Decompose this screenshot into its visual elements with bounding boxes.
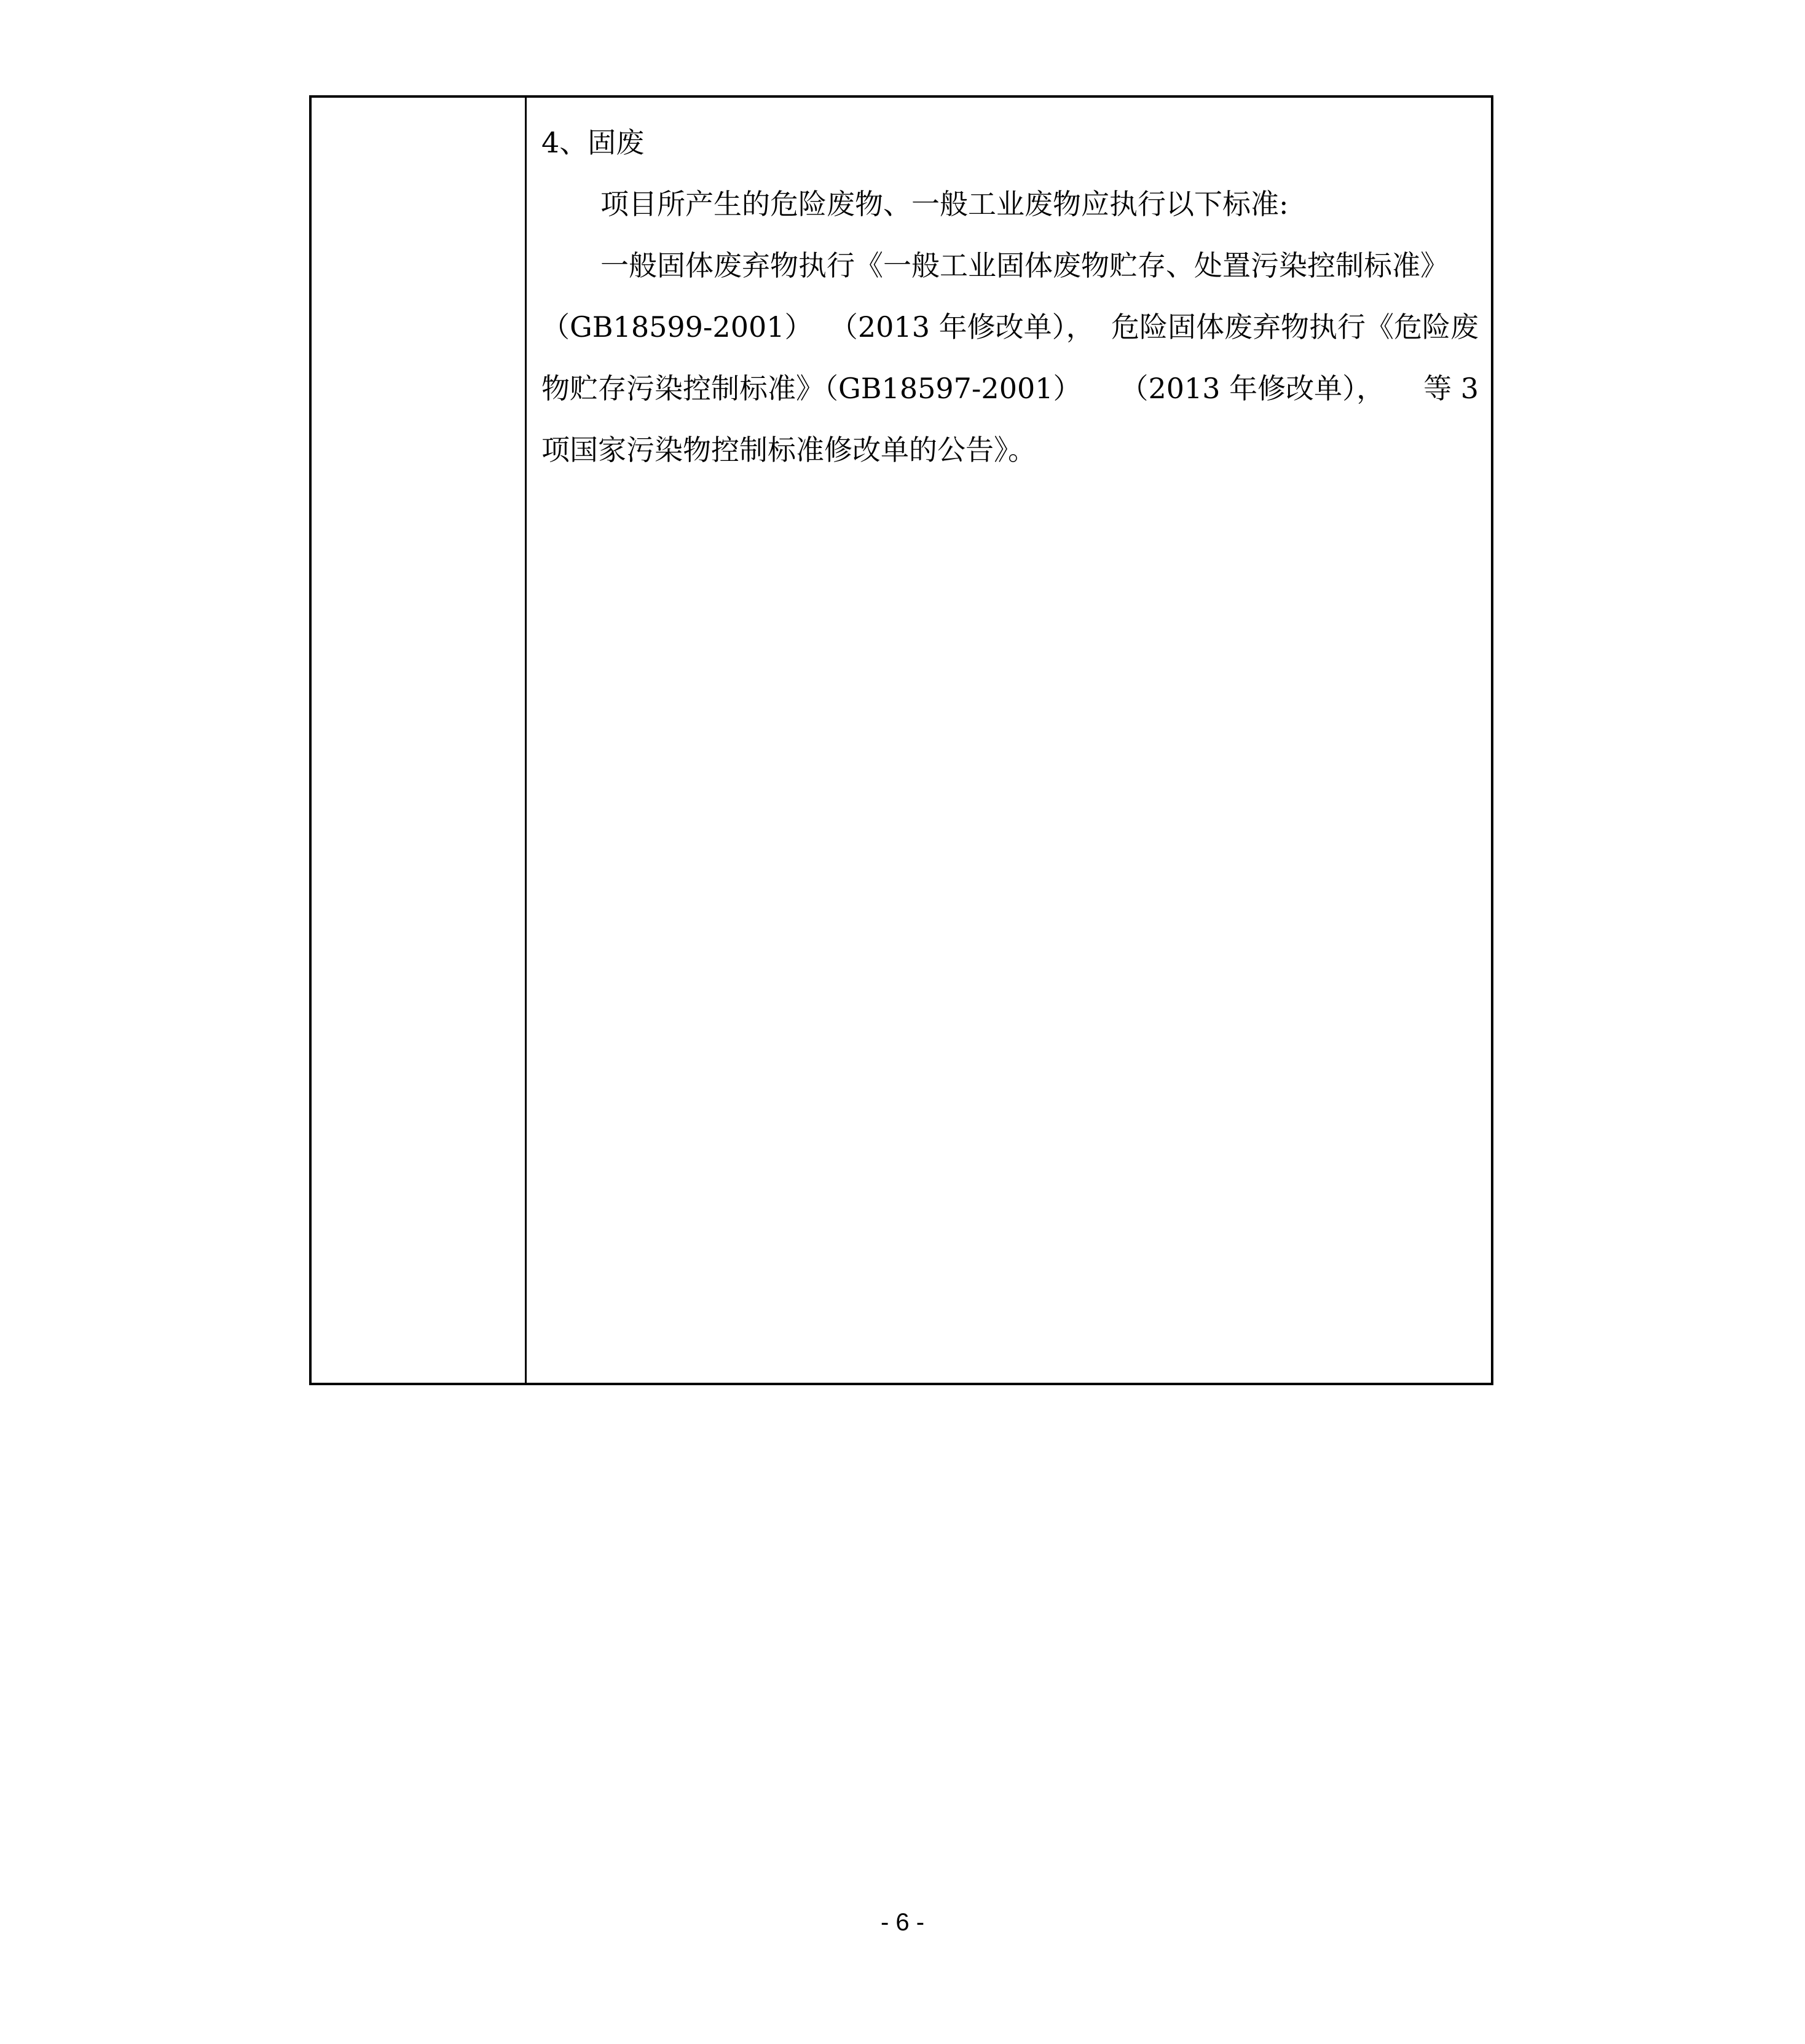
standard-code-hazardous: 物贮存污染控制标准》（GB18597-2001）: [541, 372, 1082, 405]
count-text: 等 3: [1423, 372, 1479, 405]
hazardous-waste-text: 危险固体废弃物执行《危险废: [1111, 310, 1479, 344]
amendment-note: （2013 年修改单），: [829, 310, 1095, 344]
standard-code-general: （GB18599-2001）: [541, 310, 813, 344]
page-number: - 6 -: [880, 1909, 925, 1936]
amendment-note: （2013 年修改单），: [1120, 372, 1385, 405]
section-intro: 项目所产生的危险废物、一般工业废物应执行以下标准:: [600, 187, 1289, 221]
paragraph-line-4: 项国家污染物控制标准修改单的公告》。: [541, 433, 1036, 466]
column-divider: [525, 98, 527, 1383]
solid-waste-section: [541, 112, 1479, 481]
paragraph-line-3: [541, 358, 1479, 419]
paragraph-line-1: 一般固体废弃物执行《一般工业固体废物贮存、处置污染控制标准》: [600, 249, 1449, 282]
paragraph-line-2: [541, 296, 1479, 358]
section-heading: 4、固废: [541, 126, 645, 159]
document-table: [309, 95, 1493, 1385]
